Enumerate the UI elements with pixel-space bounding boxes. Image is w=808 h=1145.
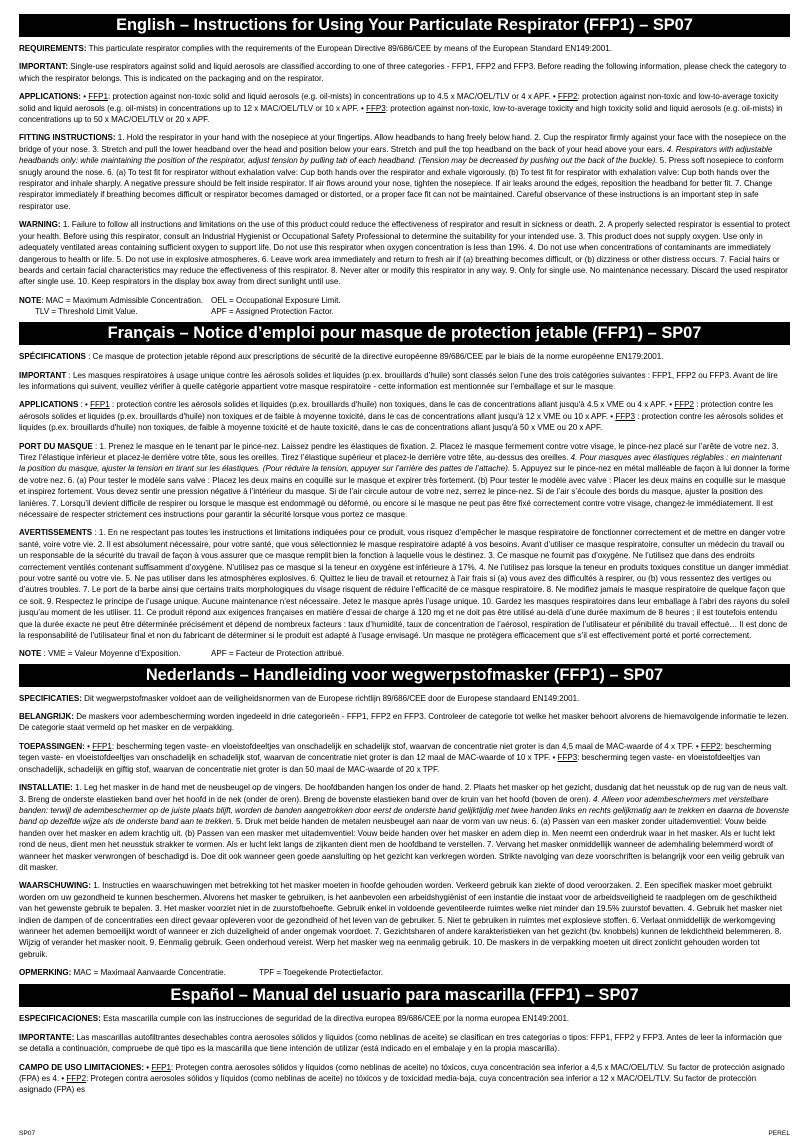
applications-paragraph: APPLICATIONS: • FFP1: protection against non-toxic solid and liquid aerosols (e.g. oil-mists) in concentrations up to 4.5 x MAC/OEL/TLV or 4 x APF. • FFP2: protection against non-toxic and low-to-average toxicity solid and liquid aerosols (e.g. oil-mists) in concentrations up to 12 x MAC/OEL/TLV or 10 x APF. • FFP3: protection against non-toxic, low-to-average toxicity and high toxicity solid and liquid aerosols (e.g. oil-mists) in concentrations up to 50 x MAC/OEL/TLV or 20 x APF. [19, 92, 783, 125]
spanish-section-title: Español – Manual del usuario para mascarilla (FFP1) – SP07 [19, 984, 790, 1007]
applications-paragraph: APPLICATIONS : • FFP1 : protection contre les aérosols solides et liquides (p.ex. brouillards d'huile) non toxiques, dans le cas de concentrations allant jusqu'à 4.5 x VME ou 4 x APF. • FFP2 : protection contre les aérosols solides et liquides (p.ex. brouillards d'huile) non toxiques et de faible à moyenne toxicité, dans le cas de concentrations allant jusqu'à 12 x VME ou 10 x APF. • FFP3 : protection contre les aérosols solides et liquides (p.ex. brouillards d'huile) non toxiques, de faible à moyenne toxicité et de haute toxicité, dans le cas de concentrations allant jusqu'à 50 x VME ou 20 x APF. [19, 400, 784, 433]
french-section [19, 351, 790, 641]
avertissements-paragraph: AVERTISSEMENTS : 1. En ne respectant pas toutes les instructions et limitations indiquées pour ce produit, vous risquez d’empêcher le masque respiratoire de fonctionner correctement et de mettre en danger votre santé, voire votre vie. 2. Il est absolument nécessaire, pour votre santé, que vous sélectionniez le masque respiratoire adapté à vos besoins. Avant d’utiliser ce masque respiratoire, consulter un médecin du travail ou un responsable de la sécurité du travail de façon à vous assurer que ce masque remplit bien la fonction à laquelle vous le destinez. 3. Ce masque ne fournit pas d’oxygène. Ne l’utilisez que dans des endroits correctement ventilés contenant suffisamment d’oxygène. N’utilisez pas ce masque si la teneur en oxygène est inférieure à 17%. 4. Ne l’utilisez pas lorsque la teneur en produits toxiques constitue un danger immédiat pour votre santé ou votre vie. 5. Ne pas utiliser dans les atmosphères explosives. 6. Quittez le lieu de travail et retournez à l’air frais si (a) vous avez des difficultés à respirer, ou (b) vous ressentez des vertiges ou d’autres troubles. 7. Le port de la barbe ainsi que certains traits morphologiques du visage risquent de réduire l’efficacité de ce masque respiratoire. 8. Ne modifiez jamais le masque respiratoire de quelque façon que ce soit. 9. Respectez le principe de l’usage unique. Aucune maintenance n’est nécessaire. Jetez le masque après l’usage unique. 10. Gardez les masques respiratoires dans leur emballage à l’abri des rayons du soleil jusqu’au moment de les utiliser. 11. Ce produit répond aux exigences françaises en matière d’essai de charge à 120 mg et ne doit pas être utilisé au-delà d’une durée maximum de 8 heures ; il est toutefois entendu que la durée exacte ne peut être déterminée précisément et dépend de nombreux facteurs : taux d’humidité, taux de concentration de l’aérosol, respiration de l’utilisateur et pénibilité du travail effectué… Il est donc de la responsabilité de l’utilisateur final et non du fabricant de déterminer si le produit est adapté à l’usage envisagé. Un masque ne protégera efficacement que s’il est effectivement porté et porté correctement. [19, 528, 790, 641]
english-section-title: English – Instructions for Using Your Particulate Respirator (FFP1) – SP07 [19, 14, 790, 37]
belangrijk-paragraph: BELANGRIJK: De maskers voor adembescherming worden ingedeeld in drie categorieën - FFP1, FFP2 en FFP3. Controleer de categorie tot welke het masker behoort alvorens de hiemavolgende informatie te lezen. De categorie staat vermeld op het masker en de verpakking. [19, 712, 789, 733]
fitting-instructions-paragraph: FITTING INSTRUCTIONS: 1. Hold the respirator in your hand with the nosepiece at your fingertips. Allow headbands to hang freely below hand. 2. Cup the respirator firmly against your face with the nosepiece on the bridge of your nose. 3. Stretch and pull the lower headband over the head and position below your ears. Stretch and pull the top headband on the back of your head above your ears. 4. Respirators with adjustable headbands only: while maintaining the position of the respirator, adjust tension by pulling tab of each headband. (Tension may be decreased by pushing out the back of the buckle). 5. Press soft nosepiece to conform snugly around the nose. 6. (a) To test fit for respirator without exhalation valve: Cup both hands over the respirator and exhale vigorously. (b) To test fit for respirator with exhalation valve: Cup both hands over the respirator and inhale sharply. A negative pressure should be felt inside respirator. If air flows around your nose, tighten the nosepiece. If air leaks around the edges, reposition the headband for better fit. 7. Change respirator immediately if breathing becomes difficult or respirator becomes damaged or distorted, or a proper face fit can not be maintained. Careful observance of these instructions is an important step in safe respirator use. [19, 133, 787, 211]
footer-model-code: SP07 [19, 1130, 36, 1137]
important-paragraph: IMPORTANT : Les masques respiratoires à usage unique contre les aérosols solides et liquides (p.ex. brouillards d’huile) sont classés selon l’une des trois catégories suivantes : FFP1, FFP2 ou FFP3. Avant de lire les informations qui suivent, veuillez vérifier à quelle catégorie appartient votre masque respiratoire - cette information est mentionnée sur l’emballage et sur le masque. [19, 370, 778, 391]
spanish-section [19, 1013, 790, 1095]
page-footer [19, 1130, 790, 1137]
installatie-paragraph: INSTALLATIE: 1. Leg het masker in de hand met de neusbeugel op de vingers. De hoofdbanden hangen los onder de hand. 2. Plaats het masker op het gezicht, dusdanig dat het neusstuk op de rug van de neus valt. 3. Breng de onderste elastieken band over het hoofd in de nek (onder de oren). Breng de bovenste elastieken band over de kruin van het hoofd (boven de oren). 4. Alleen voor adembeschermers met verstelbare banden: terwijl de adembeschermer op de juiste plaats blijft, worden de banden aangetrokken door eerst de onderste band gelijktijdig met twee handen links en rechts gelijkmatig aan te trekken en daarna de bovenste band op dezelfde wijze als de onderste band aan te trekken. 5. Druk met beide handen de metalen neusbeugel aan naar de vorm van uw neus. 6. (a) Passen van een masker zonder uitademventiel: Vouw beide handen over het masker en adem krachtig uit. (b) Passen van een masker met uitademventiel: Vouw beide handen over het masker en adem diep in. Men neemt een onderdruk waar in het masker. Als er lucht lekt rond de neus, dient men het neusstuk strakker te vormen. Als er lucht lekt langs de zijkanten dient men de hoofdband te verstellen. 7. Vervang het masker onmiddellijk wanneer de ademhaling belemmerd wordt of wanneer het masker verwrongen of beschadigd is. Doe dit ook wanneer geen goede aansluiting op het gezicht kan verkregen worden. Strikte navolging van deze voorschriften is belangrijk voor een veilig gebruik van dit masker. [19, 783, 789, 872]
port-du-masque-paragraph: PORT DU MASQUE : 1. Prenez le masque en le tenant par le pince-nez. Laissez pendre les élastiques de fixation. 2. Placez le masque fermement contre votre visage, le pince-nez placé sur l’arête de votre nez. 3. Tirez l’élastique inférieur et placez-le derrière votre tête, sous les oreilles. Tirez l’élastique supérieur et placez-le derrière votre tête, au-dessus des oreilles. 4. Pour masques avec élastiques réglables : en maintenant la position du masque, ajuster la tension en tirant sur les élastiques. (Pour réduire la tension, appuyer sur l’arrière des pattes de l’attache). 5. Appuyez sur le pince-nez en métal malléable de façon à lui donner la forme de votre nez. 6. (a) Pour tester le modèle sans valve : Placez les deux mains en coquille sur le masque et expirer très fortement. (b) Pour tester le modèle avec valve : Placer les deux mains en coquille sur le masque et inspirez fortement. Vous devez sentir une pression négative à l’intérieur du masque. Si de l’air circule autour de votre nez, serrez le pince-nez. Si de l’air s’écoule des bords du masque, ajuster la position des lanières. 7. Lorsqu’il devient difficile de respirer ou lorsque le masque est endommagé ou déformé, ou encore si le masque ne peut pas être fixé correctement contre votre visage, changez-le immédiatement. Il est nécessaire de respecter strictement ces instructions pour garantir la sécurité lorsque vous portez ce masque. [19, 441, 790, 519]
requirements-paragraph: REQUIREMENTS: This particulate respirator complies with the requirements of the European Directive 89/686/CEE by means of the European Standard EN149:2001. [19, 44, 612, 53]
waarschuwing-paragraph: WAARSCHUWING: 1. Instructies en waarschuwingen met betrekking tot het masker moeten in hoofde gehouden worden. Verkeerd gebruik kan ziekte of dood veroorzaken. 2. Een specifiek masker moet gebruikt worden om uw gezondheid te kunnen beschermen. Alvorens het masker te gebruiken, is het aanbevolen een arbeidshygiënist of een instantie die instaat voor de arbeidsveiligheid te raadplegen om de geschiktheid van het gewenste gebruik te bepalen. 3. Het masker voorziet niet in de zuurstofbehoefte. Gebruik enkel in voldoende geventileerde ruimtes welke niet minder dan 19.5% zuurstof bevatten. 4. Gebruik het masker niet indien de dampen of de concentraties een direct gevaar opleveren voor de gezondheid of het leven van de gebruiker. 5. Niet te gebruiken in ruimtes met explosieve stoffen. 6. Verlaat onmiddellijk de werkomgeving wanneer het ademen bemoeilijkt wordt of wanneer er zich duizeligheid of ander ongemak voordoet. 7. Gezichtsharen of andere karakteristieken van het gezicht (bv. knobbels) kunnen de lekdichtheid belemmeren. 8. Wijzig of verander het masker nooit. 9. Eenmalig gebruik. Geen onderhoud vereist. Werp het masker weg na eenmalig gebruik. 10. De maskers in de verpakking moeten uit direct zonlicht gehouden worden tot gebruik. [19, 881, 783, 959]
important-paragraph: IMPORTANT: Single-use respirators against solid and liquid aerosols are classified according to one of three categories - FFP1, FFP2 and FFP3. Before reading the following information, please check the category to which the respirator belongs. This is indicated on the packaging and on the respirator. [19, 62, 787, 83]
dutch-section-title: Nederlands – Handleiding voor wegwerpstofmasker (FFP1) – SP07 [19, 664, 790, 687]
specificaties-paragraph: SPECIFICATIES: Dit wegwerpstofmasker voldoet aan de veiligheidsnormen van de Europese richtlijn 89/686/CEE door de Europese standaard EN149:2001. [19, 693, 580, 703]
importante-paragraph: IMPORTANTE: Las mascarillas autofiltrantes desechables contra aerosoles sólidos y líquidos (como neblinas de aceite) se clasifican en tres categorías o tipos: FFP1, FFP2 y FFP3. Antes de leer la información que se detalla a continuación, compruebe de qué tipo es la mascarilla que tiene intención de utilizar (está indicado en el embalaje y en la propia mascarilla). [19, 1032, 782, 1054]
french-section-title: Français – Notice d’emploi pour masque de protection jetable (FFP1) – SP07 [19, 322, 790, 345]
specifications-paragraph: SPÉCIFICATIONS : Ce masque de protection jetable répond aux prescriptions de sécurité de la directive européenne 89/686/CEE par le biais de la norme européenne EN179:2001. [19, 352, 664, 362]
english-section [19, 43, 790, 288]
french-note: NOTE : VME = Valeur Moyenne d’Exposition. APF = Facteur de Protection attribué. [19, 649, 345, 659]
english-note: NOTE: MAC = Maximum Admissible Concentration. OEL = Occupational Exposure Limit. TLV = Threshold Limit Value. APF = Assigned Protection Factor. [19, 295, 341, 316]
campo-de-uso-paragraph: CAMPO DE USO LIMITACIONES: • FFP1: Protegen contra aerosoles sólidos y líquidos (como neblinas de aceite) no tóxicos, cuya concentración sea inferior a 4,5 x MAC/OEL/TLV. Su factor de protección asignado (FPA) es 4. • FFP2: Protegen contra aerosoles sólidos y líquidos (como neblinas de aceite) no tóxicos y de toxicidad media-baja, cuya concentración sea inferior a 12 x MAC/OEL/TLV. Su factor de protección asignado (FPA) es [19, 1062, 785, 1095]
toepassingen-paragraph: TOEPASSINGEN: • FFP1: bescherming tegen vaste- en vloeistofdeeltjes van onschadelijk en schadelijk stof, waarvan de concentratie niet groter is dan 4,5 maal de MAC-waarde of 4 x TPF. • FFP2: bescherming tegen vaste- en vloeistofdeeltjes van onschadelijk en schadelijk stof, waarvan de concentratie niet groter is dan 12 maal de MAC-waarde of 10 x TPF. • FFP3: bescherming tegen vaste- en vloeistofdeeltjes van onschadelijk, schadelijk en giftig stof, waarvan de concentratie niet groter is dan 50 maal de MAC-waarde of 20 x TPF. [19, 741, 772, 774]
instruction-sheet [19, 14, 790, 1100]
footer-brand: PEREL [768, 1130, 790, 1137]
dutch-note: OPMERKING: MAC = Maximaal Aanvaarde Concentratie. TPF = Toegekende Protectiefactor. [19, 968, 383, 978]
dutch-section [19, 693, 790, 961]
especificaciones-paragraph: ESPECIFICACIONES: Esta mascarilla cumple con las instrucciones de seguridad de la directiva europea 89/686/CEE por la norma europea EN149:2001. [19, 1014, 570, 1024]
warning-paragraph: WARNING: 1. Failure to follow all instructions and limitations on the use of this product could reduce the effectiveness of respirator and result in sickness or death. 2. A properly selected respirator is essential to protect your health. Before using this respirator, consult an Industrial Hygienist or Occupational Safety Professional to determine the suitability for your intended use. 3. This product does not supply oxygen. Use only in adequately ventilated areas containing sufficient oxygen to support life. Do not use this respirator when oxygen concentration is less than 19%. 4. Do not use when concentrations of contaminants are immediately dangerous to health or life. 5. Do not use in explosive atmospheres. 6. Leave work area immediately and return to fresh air if (a) breathing becomes difficult, or (b) dizziness or other distress occurs. 7. Facial hairs or beards and certain facial characteristics may reduce the effectiveness of this respirator. 8. Never alter or modify this respirator in any way. 9. Only for single use. No maintenance necessary. Discard the used respirator after single use. 10. Keep respirators in the display box away from direct sunlight until use. [19, 220, 790, 287]
